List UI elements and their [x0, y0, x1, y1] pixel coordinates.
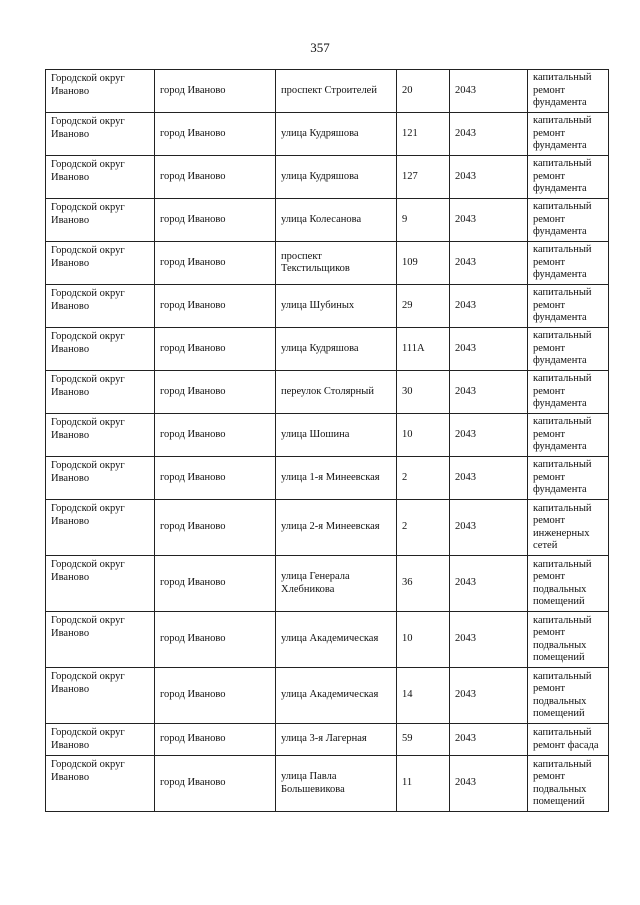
year-cell: 2043 [450, 371, 528, 414]
district-cell: Городской округ Иваново [46, 285, 155, 328]
street-cell: улица Кудряшова [276, 156, 397, 199]
year-cell: 2043 [450, 556, 528, 612]
table-row [46, 457, 609, 500]
city-cell: город Иваново [155, 371, 276, 414]
street-cell: проспект Строителей [276, 70, 397, 113]
table-row [46, 414, 609, 457]
work-type-cell: капитальный ремонт фундамента [528, 70, 609, 113]
house-number-cell: 59 [397, 724, 450, 756]
street-cell: улица Колесанова [276, 199, 397, 242]
district-cell: Городской округ Иваново [46, 371, 155, 414]
house-number-cell: 2 [397, 457, 450, 500]
district-cell: Городской округ Иваново [46, 113, 155, 156]
year-cell: 2043 [450, 156, 528, 199]
street-cell: улица 2-я Минеевская [276, 500, 397, 556]
table-row [46, 285, 609, 328]
work-type-cell: капитальный ремонт фундамента [528, 242, 609, 285]
year-cell: 2043 [450, 414, 528, 457]
city-cell: город Иваново [155, 242, 276, 285]
house-number-cell: 30 [397, 371, 450, 414]
year-cell: 2043 [450, 328, 528, 371]
year-cell: 2043 [450, 285, 528, 328]
year-cell: 2043 [450, 70, 528, 113]
table-row [46, 556, 609, 612]
street-cell: улица Кудряшова [276, 113, 397, 156]
city-cell: город Иваново [155, 285, 276, 328]
table-row [46, 328, 609, 371]
table-row [46, 113, 609, 156]
work-type-cell: капитальный ремонт фундамента [528, 371, 609, 414]
street-cell: улица Академическая [276, 668, 397, 724]
repair-schedule-table [45, 69, 609, 812]
district-cell: Городской округ Иваново [46, 724, 155, 756]
city-cell: город Иваново [155, 724, 276, 756]
house-number-cell: 111А [397, 328, 450, 371]
city-cell: город Иваново [155, 756, 276, 812]
house-number-cell: 9 [397, 199, 450, 242]
street-cell: улица Шошина [276, 414, 397, 457]
work-type-cell: капитальный ремонт фундамента [528, 328, 609, 371]
city-cell: город Иваново [155, 113, 276, 156]
street-cell: улица 3-я Лагерная [276, 724, 397, 756]
house-number-cell: 29 [397, 285, 450, 328]
work-type-cell: капитальный ремонт фундамента [528, 414, 609, 457]
year-cell: 2043 [450, 113, 528, 156]
district-cell: Городской округ Иваново [46, 612, 155, 668]
work-type-cell: капитальный ремонт инженерных сетей [528, 500, 609, 556]
street-cell: улица 1-я Минеевская [276, 457, 397, 500]
house-number-cell: 36 [397, 556, 450, 612]
district-cell: Городской округ Иваново [46, 328, 155, 371]
work-type-cell: капитальный ремонт фундамента [528, 457, 609, 500]
house-number-cell: 10 [397, 612, 450, 668]
house-number-cell: 127 [397, 156, 450, 199]
street-cell: улица Кудряшова [276, 328, 397, 371]
table-row [46, 199, 609, 242]
page-number: 357 [310, 40, 330, 55]
city-cell: город Иваново [155, 328, 276, 371]
work-type-cell: капитальный ремонт подвальных помещений [528, 756, 609, 812]
work-type-cell: капитальный ремонт фундамента [528, 113, 609, 156]
year-cell: 2043 [450, 756, 528, 812]
district-cell: Городской округ Иваново [46, 242, 155, 285]
work-type-cell: капитальный ремонт фундамента [528, 156, 609, 199]
table-row [46, 612, 609, 668]
street-cell: улица Генерала Хлебникова [276, 556, 397, 612]
city-cell: город Иваново [155, 414, 276, 457]
work-type-cell: капитальный ремонт подвальных помещений [528, 612, 609, 668]
work-type-cell: капитальный ремонт фундамента [528, 285, 609, 328]
table-row [46, 756, 609, 812]
table-row [46, 371, 609, 414]
work-type-cell: капитальный ремонт подвальных помещений [528, 556, 609, 612]
district-cell: Городской округ Иваново [46, 756, 155, 812]
city-cell: город Иваново [155, 156, 276, 199]
table-row [46, 668, 609, 724]
work-type-cell: капитальный ремонт фасада [528, 724, 609, 756]
city-cell: город Иваново [155, 668, 276, 724]
house-number-cell: 109 [397, 242, 450, 285]
house-number-cell: 14 [397, 668, 450, 724]
district-cell: Городской округ Иваново [46, 156, 155, 199]
city-cell: город Иваново [155, 500, 276, 556]
house-number-cell: 121 [397, 113, 450, 156]
district-cell: Городской округ Иваново [46, 500, 155, 556]
district-cell: Городской округ Иваново [46, 199, 155, 242]
table-row [46, 70, 609, 113]
year-cell: 2043 [450, 242, 528, 285]
city-cell: город Иваново [155, 70, 276, 113]
house-number-cell: 10 [397, 414, 450, 457]
table-row [46, 156, 609, 199]
street-cell: улица Шубиных [276, 285, 397, 328]
table-row [46, 500, 609, 556]
table-row [46, 724, 609, 756]
district-cell: Городской округ Иваново [46, 70, 155, 113]
city-cell: город Иваново [155, 457, 276, 500]
year-cell: 2043 [450, 612, 528, 668]
work-type-cell: капитальный ремонт подвальных помещений [528, 668, 609, 724]
city-cell: город Иваново [155, 556, 276, 612]
house-number-cell: 20 [397, 70, 450, 113]
house-number-cell: 11 [397, 756, 450, 812]
district-cell: Городской округ Иваново [46, 414, 155, 457]
city-cell: город Иваново [155, 612, 276, 668]
district-cell: Городской округ Иваново [46, 457, 155, 500]
city-cell: город Иваново [155, 199, 276, 242]
street-cell: улица Академическая [276, 612, 397, 668]
year-cell: 2043 [450, 500, 528, 556]
district-cell: Городской округ Иваново [46, 556, 155, 612]
year-cell: 2043 [450, 199, 528, 242]
street-cell: проспект Текстильщиков [276, 242, 397, 285]
table-row [46, 242, 609, 285]
year-cell: 2043 [450, 457, 528, 500]
work-type-cell: капитальный ремонт фундамента [528, 199, 609, 242]
year-cell: 2043 [450, 668, 528, 724]
street-cell: переулок Столярный [276, 371, 397, 414]
street-cell: улица Павла Большевикова [276, 756, 397, 812]
table-body [46, 70, 609, 812]
year-cell: 2043 [450, 724, 528, 756]
house-number-cell: 2 [397, 500, 450, 556]
district-cell: Городской округ Иваново [46, 668, 155, 724]
